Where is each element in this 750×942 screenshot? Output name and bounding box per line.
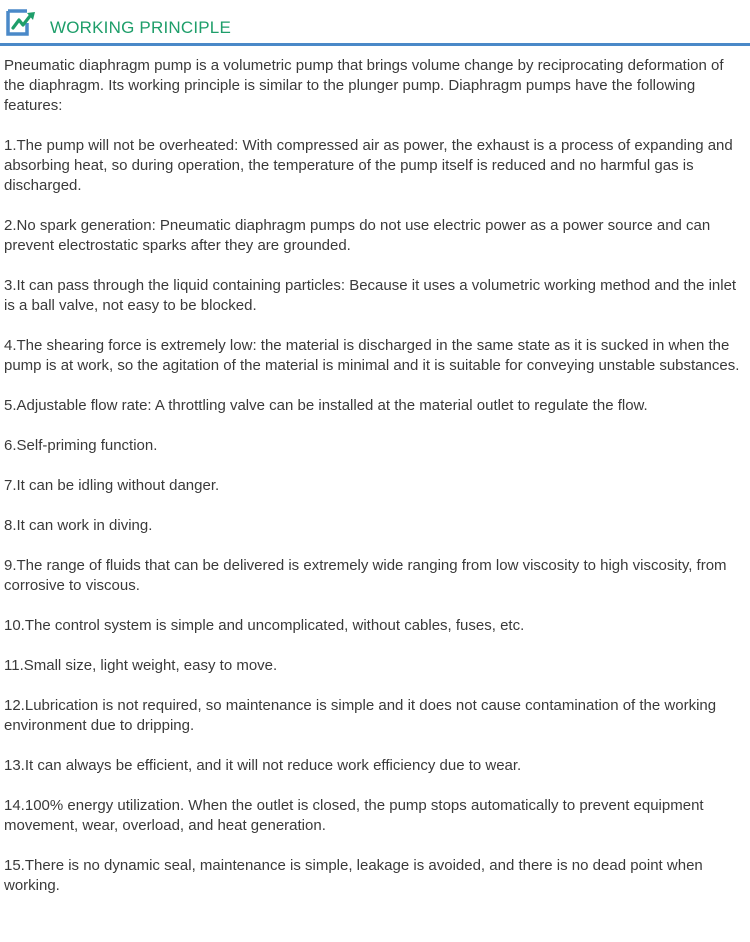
feature-item-6: 6.Self-priming function. (4, 437, 158, 454)
feature-item-7: 7.It can be idling without danger. (4, 477, 220, 494)
feature-item-9: 9.The range of fluids that can be delivered is extremely wide ranging from low viscosity to high viscosity, from corrosive to viscous. (4, 557, 727, 594)
feature-item-12: 12.Lubrication is not required, so maintenance is simple and it does not cause contamination of the working environment due to dripping. (4, 697, 717, 734)
section-title: WORKING PRINCIPLE (50, 18, 231, 37)
feature-item-3: 3.It can pass through the liquid containing particles: Because it uses a volumetric working method and the inlet is a ball valve, not easy to be blocked. (4, 277, 737, 314)
feature-item-1: 1.The pump will not be overheated: With compressed air as power, the exhaust is a process of expanding and absorbing heat, so during operation, the temperature of the pump itself is reduced and no harmful gas is discharged. (4, 137, 733, 194)
feature-item-8: 8.It can work in diving. (4, 517, 153, 534)
feature-item-14: 14.100% energy utilization. When the outlet is closed, the pump stops automatically to prevent equipment movement, wear, overload, and heat generation. (4, 797, 704, 834)
feature-item-5: 5.Adjustable flow rate: A throttling valve can be installed at the material outlet to regulate the flow. (4, 397, 648, 414)
intro-paragraph: Pneumatic diaphragm pump is a volumetric pump that brings volume change by reciprocating deformation of the diaphragm. Its working principle is similar to the plunger pump. Diaphragm pumps have the following features: (4, 57, 724, 114)
section-header (0, 0, 750, 44)
feature-item-13: 13.It can always be efficient, and it will not reduce work efficiency due to wear. (4, 757, 522, 774)
header-divider (0, 43, 750, 46)
feature-item-15: 15.There is no dynamic seal, maintenance is simple, leakage is avoided, and there is no dead point when working. (4, 857, 703, 894)
feature-item-11: 11.Small size, light weight, easy to move. (4, 657, 278, 674)
feature-item-4: 4.The shearing force is extremely low: the material is discharged in the same state as it is sucked in when the pump is at work, so the agitation of the material is minimal and it is suitable for conveying unstable substances. (4, 337, 740, 374)
article-body (4, 56, 748, 896)
feature-item-2: 2.No spark generation: Pneumatic diaphragm pumps do not use electric power as a power source and can prevent electrostatic sparks after they are grounded. (4, 217, 711, 254)
feature-item-10: 10.The control system is simple and uncomplicated, without cables, fuses, etc. (4, 617, 525, 634)
brand-logo-icon (4, 8, 38, 38)
